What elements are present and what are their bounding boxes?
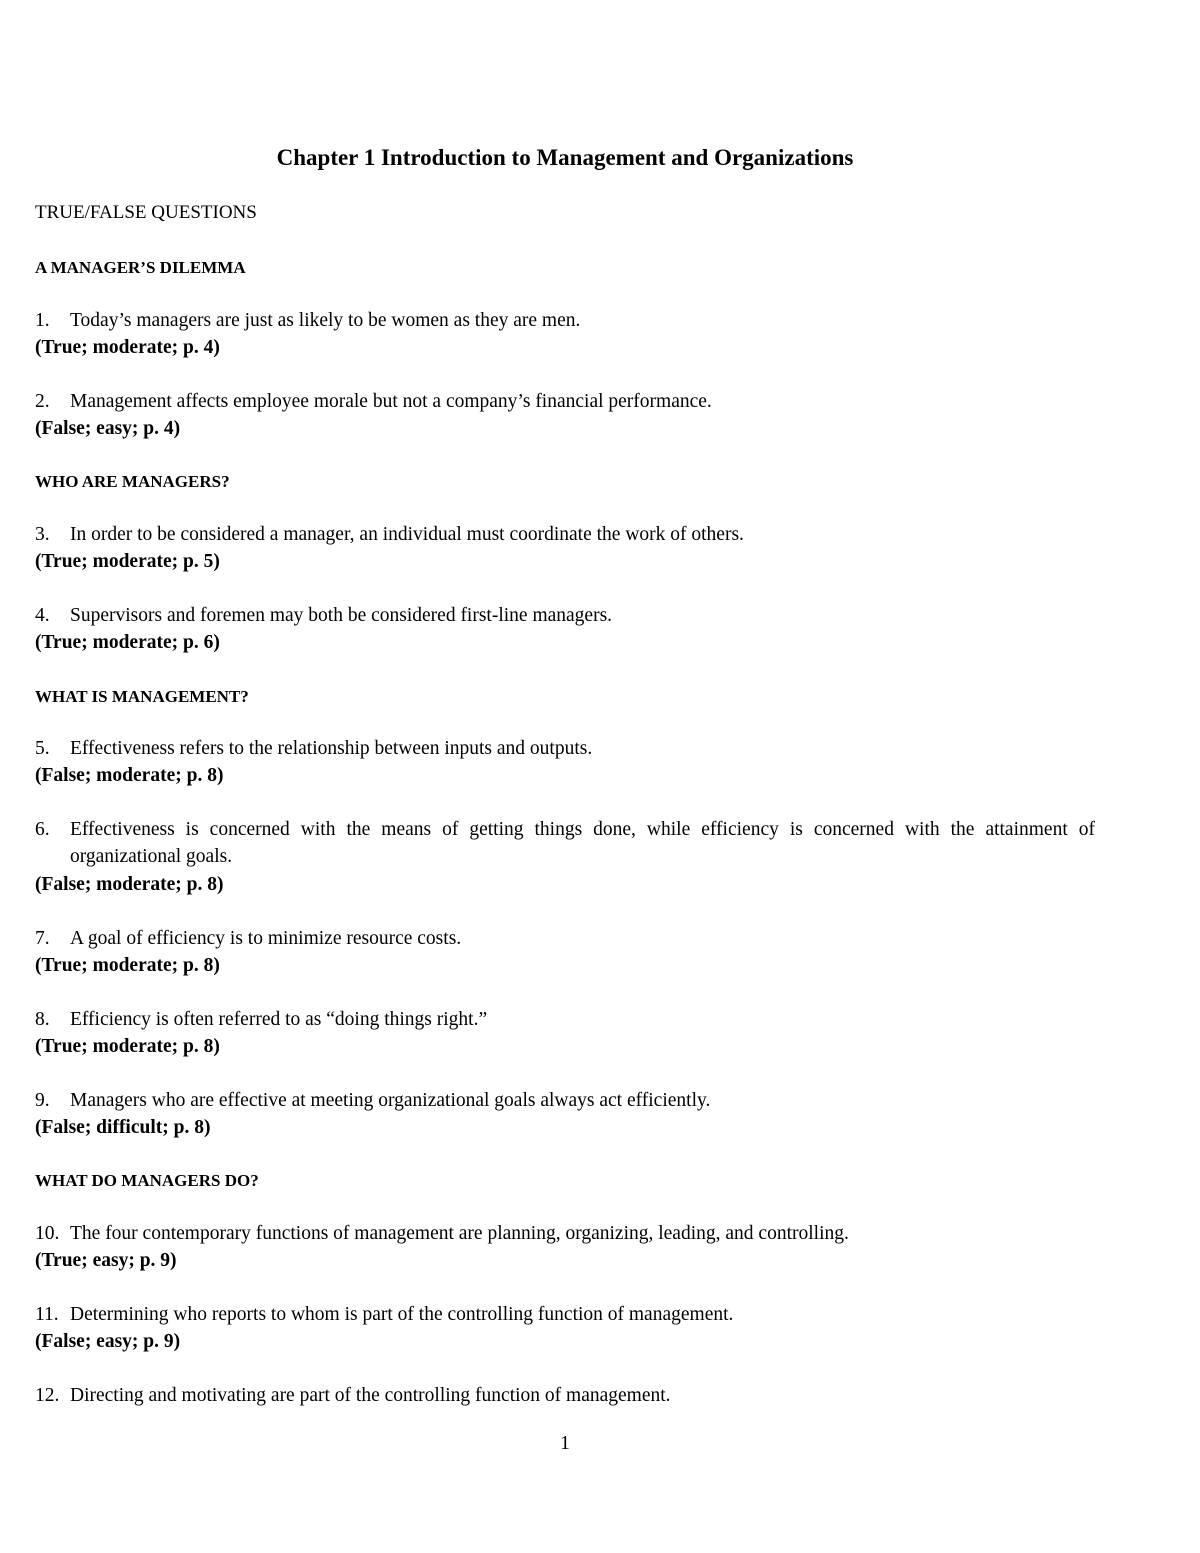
- question-number: 2.: [35, 391, 50, 412]
- answer-7: (True; moderate; p. 8): [35, 955, 220, 976]
- answer-1: (True; moderate; p. 4): [35, 337, 220, 358]
- question-number: 5.: [35, 738, 50, 759]
- chapter-title: Chapter 1 Introduction to Management and Organizations: [276, 145, 854, 170]
- question-text: In order to be considered a manager, an individual must coordinate the work of others.: [70, 524, 744, 545]
- question-number: 4.: [35, 605, 50, 626]
- question-text: Management affects employee morale but not a company’s financial performance.: [70, 391, 712, 412]
- answer-10: (True; easy; p. 9): [35, 1250, 177, 1271]
- question-2: [35, 388, 1105, 415]
- answer-2: (False; easy; p. 4): [35, 418, 181, 439]
- answer-4: (True; moderate; p. 6): [35, 632, 220, 653]
- question-11: [35, 1301, 1105, 1328]
- question-number: 6.: [35, 819, 50, 840]
- section-heading-what-do-managers-do: WHAT DO MANAGERS DO?: [35, 1171, 259, 1190]
- question-number: 11.: [35, 1304, 59, 1325]
- answer-3: (True; moderate; p. 5): [35, 551, 220, 572]
- question-10: [35, 1220, 1105, 1247]
- question-text: Determining who reports to whom is part of the controlling function of management.: [70, 1304, 734, 1325]
- question-text: Managers who are effective at meeting organizational goals always act efficiently.: [70, 1090, 711, 1111]
- question-6: [35, 816, 1095, 870]
- question-12: [35, 1382, 1105, 1409]
- question-8: [35, 1006, 1105, 1033]
- question-text: Supervisors and foremen may both be considered first-line managers.: [70, 605, 613, 626]
- answer-11: (False; easy; p. 9): [35, 1331, 181, 1352]
- answer-6: (False; moderate; p. 8): [35, 874, 224, 895]
- question-7: [35, 925, 1105, 952]
- question-number: 10.: [35, 1223, 60, 1244]
- question-text: Efficiency is often referred to as “doing things right.”: [70, 1009, 488, 1030]
- question-9: [35, 1087, 1105, 1114]
- question-text: Effectiveness refers to the relationship between inputs and outputs.: [70, 738, 593, 759]
- section-heading-managers-dilemma: A MANAGER’S DILEMMA: [35, 258, 246, 277]
- question-1: [35, 307, 1105, 334]
- question-3: [35, 521, 1105, 548]
- question-number: 1.: [35, 310, 50, 331]
- question-4: [35, 602, 1105, 629]
- question-number: 3.: [35, 524, 50, 545]
- answer-5: (False; moderate; p. 8): [35, 765, 224, 786]
- answer-9: (False; difficult; p. 8): [35, 1117, 211, 1138]
- question-text: Today’s managers are just as likely to be women as they are men.: [70, 310, 581, 331]
- section-heading-what-is-management: WHAT IS MANAGEMENT?: [35, 687, 249, 706]
- question-number: 7.: [35, 928, 50, 949]
- question-text: Directing and motivating are part of the controlling function of management.: [70, 1385, 671, 1406]
- page-number: 1: [560, 1433, 570, 1454]
- question-text: A goal of efficiency is to minimize resource costs.: [70, 928, 462, 949]
- question-number: 8.: [35, 1009, 50, 1030]
- section-heading-who-are-managers: WHO ARE MANAGERS?: [35, 472, 230, 491]
- question-number: 9.: [35, 1090, 50, 1111]
- question-text: Effectiveness is concerned with the means of getting things done, while efficiency is concerned with the attainment of organizational goals.: [70, 819, 1095, 867]
- question-number: 12.: [35, 1385, 60, 1406]
- question-type-heading: TRUE/FALSE QUESTIONS: [35, 202, 257, 223]
- question-text: The four contemporary functions of management are planning, organizing, leading, and controlling.: [70, 1223, 849, 1244]
- answer-8: (True; moderate; p. 8): [35, 1036, 220, 1057]
- question-5: [35, 735, 1105, 762]
